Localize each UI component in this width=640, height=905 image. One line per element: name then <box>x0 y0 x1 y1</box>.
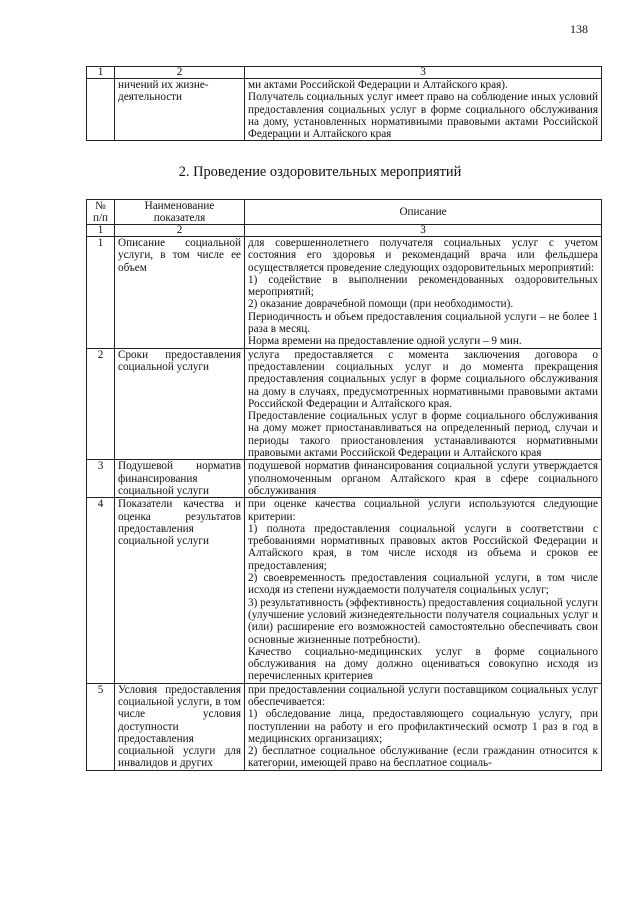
indicator-name: Сроки предоставления социальной услуги <box>115 348 245 460</box>
column-number: 1 <box>87 67 115 79</box>
table-row <box>87 237 602 349</box>
table-row <box>87 683 602 770</box>
indicator-name: Условия предоставления социальной услуги, в том числе условия доступности предоставления социальной услуги для инвалидов и других <box>115 683 245 770</box>
description-cell: ми актами Российской Федерации и Алтайского края). Получатель социальных услуг имеет право на соблюдение иных условий предоставления социальных услуг в форме социального обслуживания на дому, установленных нормативными правовыми актами Российской Федерации и Алтайского края <box>245 79 602 141</box>
row-number: 1 <box>87 237 115 349</box>
header-description: Описание <box>245 200 602 225</box>
indicator-name: Подушевой норматив финансирования социальной услуги <box>115 460 245 498</box>
indicator-description: при предоставлении социальной услуги поставщиком социальных услуг обеспечивается: 1) обследование лица, предоставляющего социальную услугу, при поступлении на работу и его профилактический осмотр 1 раз в год в медицинских организациях; 2) бесплатное социальное обслуживание (если гражданин относится к категории, имеющей право на бесплатное социаль- <box>245 683 602 770</box>
indicator-description: для совершеннолетнего получателя социальных услуг с учетом состояния его здоровья и рекомендаций врача или фельдшера осуществляется проведение следующих оздоровительных мероприятий: 1) содействие в выполнении рекомендованных оздоровительных мероприятий; 2) оказание доврачебной помощи (при необходимости). Периодичность и объем предоставления социальной услуги – не более 1 раза в месяц. Норма времени на предоставление одной услуги – 9 мин. <box>245 237 602 349</box>
column-number-row <box>87 67 602 79</box>
column-number: 3 <box>245 67 602 79</box>
table-row <box>87 498 602 683</box>
row-number: 3 <box>87 460 115 498</box>
table-row <box>87 348 602 460</box>
section-title: 2. Проведение оздоровительных мероприятий <box>178 164 462 180</box>
header-name: Наименование показателя <box>115 200 245 225</box>
indicator-description: подушевой норматив финансирования социальной услуги утверждается уполномоченным органом Алтайского края в сфере социального обслуживания <box>245 460 602 498</box>
page-number: 138 <box>570 22 588 36</box>
indicator-name: Показатели качества и оценка результатов предоставления социальной услуги <box>115 498 245 683</box>
column-number: 1 <box>87 225 115 237</box>
header-row <box>87 200 602 225</box>
header-number: № п/п <box>87 200 115 225</box>
indicator-name: Описание социальной услуги, в том числе ее объем <box>115 237 245 349</box>
column-number-row <box>87 225 602 237</box>
column-number: 2 <box>115 67 245 79</box>
column-number: 2 <box>115 225 245 237</box>
row-number: 4 <box>87 498 115 683</box>
service-table <box>86 199 602 771</box>
row-number: 2 <box>87 348 115 460</box>
table-row <box>87 79 602 141</box>
indicator-description: услуга предоставляется с момента заключения договора о предоставлении социальных услуг и до момента прекращения предоставления социальных услуг в форме социального обслуживания на дому в случаях, предусмотренных нормативными правовыми актами Российской Федерации и Алтайского края. Предоставление социальных услуг в форме социального обслуживания на дому может приостанавливаться на определенный период, случаи и периоды такого приостановления устанавливаются нормативными правовыми актами Российской Федерации и Алтайского края <box>245 348 602 460</box>
column-number: 3 <box>245 225 602 237</box>
row-number-cell <box>87 79 115 141</box>
table-row <box>87 460 602 498</box>
continued-table <box>86 66 602 141</box>
indicator-name-cell: ничений их жизне- деятельности <box>115 79 245 141</box>
indicator-description: при оценке качества социальной услуги используются следующие критерии: 1) полнота предоставления социальной услуги в соответствии с требованиями нормативных правовых актов Российской Федерации и Алтайского края, в том числе исходя из объема и сроков ее предоставления; 2) своевременность предоставления социальной услуги, в том числе исходя из степени нуждаемости получателя социальных услуг; 3) результативность (эффективность) предоставления социальной услуги (улучшение условий жизнедеятельности получателя социальных услуг и (или) расширение его возможностей самостоятельно обеспечивать свои основные жизненные потребности). Качество социально-медицинских услуг в форме социального обслуживания на дому должно оцениваться совокупно исходя из перечисленных критериев <box>245 498 602 683</box>
row-number: 5 <box>87 683 115 770</box>
